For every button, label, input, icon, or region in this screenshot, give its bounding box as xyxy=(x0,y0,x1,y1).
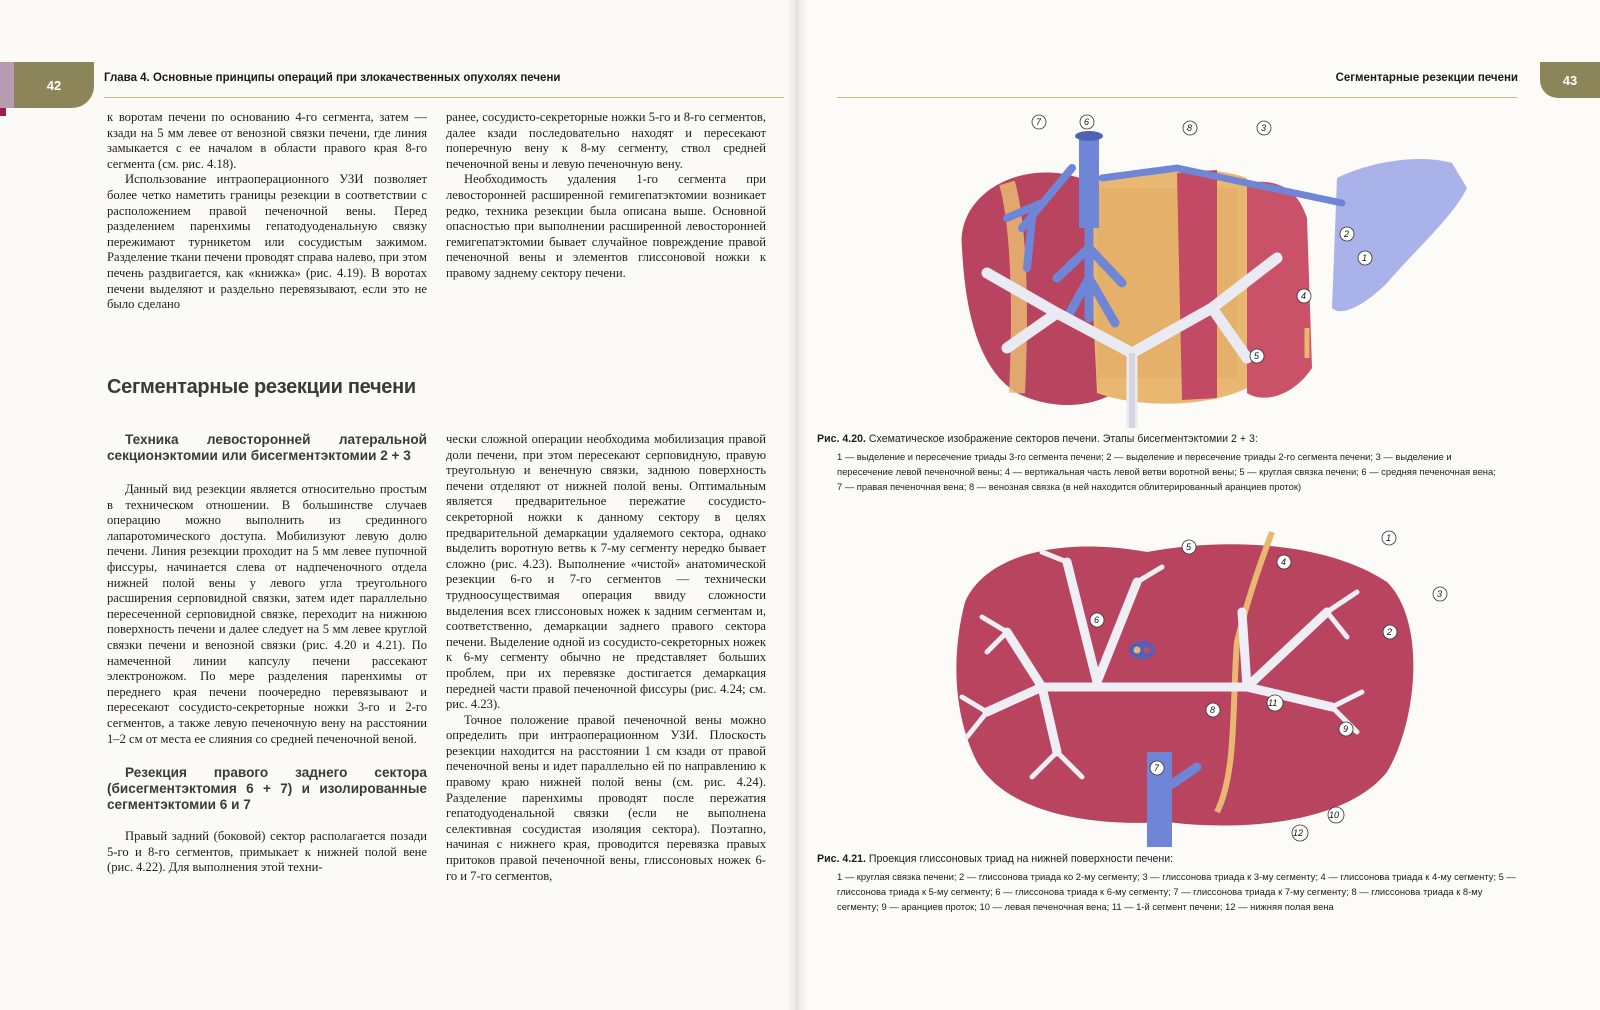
callout-label: 6 xyxy=(1094,615,1100,625)
callout-label: 4 xyxy=(1281,557,1287,567)
caption-label: Рис. 4.21. xyxy=(817,853,866,865)
callout-label: 1 xyxy=(1362,253,1368,263)
callout-label: 5 xyxy=(1254,351,1260,361)
callout-label: 8 xyxy=(1187,123,1193,133)
glisson-triads-illustration xyxy=(947,522,1517,847)
ivc-opening xyxy=(1075,131,1103,141)
header-rule xyxy=(837,97,1517,98)
paragraph: Правый задний (боковой) сектор располагается позади 5-го и 8-го сегментов, примыкает к нижней полой вене (рис. 4.22). Для выполнения этой техни- xyxy=(107,829,427,875)
callout-label: 12 xyxy=(1293,828,1304,838)
caption-heading: Проекция глиссоновых триад на нижней поверхности печени: xyxy=(868,853,1174,865)
caption-label: Рис. 4.20. xyxy=(817,433,866,445)
left-col1-bottom xyxy=(107,432,427,876)
figure-4-20-caption xyxy=(817,432,1497,494)
right-page-number-tab xyxy=(1540,62,1600,98)
paragraph: к воротам печени по основанию 4-го сегмента, затем — кзади на 5 мм левее от венозной связки печени, где линия замыкается с ее началом в области правого края 8-го сегмента (см. рис. 4.18). xyxy=(107,110,427,171)
right-running-head: Сегментарные резекции печени xyxy=(1335,72,1518,84)
callout-label: 2 xyxy=(1387,627,1393,637)
callout-label: 4 xyxy=(1301,291,1307,301)
callout-label: 8 xyxy=(1210,705,1216,715)
left-page-number: 42 xyxy=(46,77,62,93)
paragraph: Данный вид резекции является относительно простым в техническом отношении. В большинстве случаев операцию можно выполнить из срединного лапаротомического доступа. Мобилизуют левую долю печени. Линия резекции проходит на 5 мм левее пупочной фиссуры, начинается слева от надпеченочного отдела нижней полой вены у левого угла треугольного расширения серповидной связки, затем идет параллельно пересеченной серповидной связке, переходит на нижнюю поверхность печени и далее следует на 5 мм левее круглой связки печени и венозной связки (рис. 4.20 и 4.21). По намеченной линии капсулу печени рассекают электроножом. По мере разделения паренхимы от переднего края печени поочередно перевязывают и пересекают сосудисто-секреторные ножки 3-го и 2-го сегментов, а также левую печеночную вену на расстоянии 1–2 см от места ее слияния со средней печеночной веной. xyxy=(107,482,427,746)
paragraph: Точное положение правой печеночной вены можно определить при интраоперационном УЗИ. Плоскость резекции находится на расстоянии 1 см кзади от правой печеночной вены и идет параллельно ей по направлению к правому краю нижней полой вены (см. рис. 4.24). Разделение паренхимы проводят после пережатия гепатодуоденальной связки (если не выполнена селективная сосудистая изоляция сектора). Поэтапно, начиная с нижнего края, проводится перевязка правых притоков правой печеночной вены, глиссоновых ножек 6-го и 7-го сегментов, xyxy=(446,712,766,883)
callout-label: 7 xyxy=(1154,763,1160,773)
callout-label: 3 xyxy=(1437,589,1443,599)
hilum-duct xyxy=(1134,647,1141,654)
caption-title xyxy=(817,432,1497,446)
callout-label: 11 xyxy=(1268,698,1278,708)
callout-label: 3 xyxy=(1261,123,1267,133)
callout-label: 9 xyxy=(1343,724,1349,734)
callout-label: 5 xyxy=(1186,542,1192,552)
section-title: Сегментарные резекции печени xyxy=(107,376,416,398)
caption-legend: 1 — круглая связка печени; 2 — глиссонова триада ко 2-му сегменту; 3 — глиссонова триада к 3-му сегменту; 4 — глиссонова триада к 4-му сегменту; 5 — глиссонова триада к 5-му сегменту; 6 — глиссонова триада к 6-му сегменту; 7 — глиссонова триада к 7-му сегменту; 8 — глиссонова триада к 8-му сегменту; 9 — аранциев проток; 10 — левая печеночная вена; 11 — 1-й сегмент печени; 12 — нижняя полая вена xyxy=(837,871,1516,912)
callout-label: 10 xyxy=(1329,810,1340,820)
caption-legend: 1 — выделение и пересечение триады 3-го сегмента печени; 2 — выделение и пересечение триады 2-го сегмента печени; 3 — выделение и пересечение левой печеночной вены; 4 — вертикальная часть левой ветви воротной вены; 5 — круглая связка печени; 6 — средняя печеночная вена; 7 — правая печеночная вена; 8 — венозная связка (в ней находится облитерированный аранциев проток) xyxy=(837,451,1496,492)
callout-label: 2 xyxy=(1344,229,1350,239)
right-page-number: 43 xyxy=(1562,72,1578,88)
left-col1-top xyxy=(107,110,427,313)
paragraph: чески сложной операции необходима мобилизация правой доли печени, при этом пересекают серповидную, правую треугольную и венечную связки, заднюю поверхность печени отделяют от нижней полой вены. Оптимальным является предварительное пережатие сосудисто-секреторной ножки к данному сектору в целях предварительной демаркации удаляемого сектора, однако выделить воротную ветвь к 7-му сегменту нередко бывает сложно (рис. 4.23). Выполнение «чистой» анатомической резекции 6-го и 7-го сегментов — технически трудноосуществимая операция ввиду сложности выделения всех глиссоновых ножек к задним сегментам и, соответственно, демаркации заднего правого сектора печени. Выделение одной из сосудисто-секреторных ножек к 6-му сегменту обычно не представляет больших проблем, при их перевязке достигается демаркация передней части правой печеночной фиссуры (рис. 4.24; см. рис. 4.23). xyxy=(446,432,766,712)
left-page-number-tab xyxy=(14,62,94,108)
header-rule xyxy=(104,97,784,98)
callout-label: 7 xyxy=(1036,117,1042,127)
hilum-cross-section xyxy=(1129,641,1155,659)
left-running-head: Глава 4. Основные принципы операций при злокачественных опухолях печени xyxy=(104,72,561,84)
caption-title xyxy=(817,852,1517,866)
hilum-artery xyxy=(1144,647,1151,654)
right-page xyxy=(797,0,1600,1010)
figure-4-21-caption xyxy=(817,852,1517,914)
callout-label: 1 xyxy=(1386,533,1392,543)
paragraph: Использование интраоперационного УЗИ позволяет более четко наметить границы резекции в соответствии с расположением правой печеночной вены. Перед разделением паренхимы гепатодуоденальную связку пережимают турникетом или сосудистым зажимом. Разделение ткани печени проводят справа налево, при этом печень раздвигается, как «книжка» (рис. 4.19). В воротах печени выделяют и раздельно перевязывают, если это не было сделано xyxy=(107,172,427,312)
callout-label: 6 xyxy=(1084,117,1090,127)
paragraph: Необходимость удаления 1-го сегмента при левосторонней расширенной гемигепатэктомии возникает редко, техника резекции была описана выше. Основной опасностью при выполнении расширенной левосторонней гемигепатэктомии бывает случайное повреждение правой печеночной вены и элементов глиссоновой ножки к правому заднему сектору печени. xyxy=(446,172,766,280)
book-gutter xyxy=(786,0,808,1010)
segment-band xyxy=(1177,170,1217,400)
left-page xyxy=(0,0,797,1010)
caption-heading: Схематическое изображение секторов печени. Этапы бисегментэктомии 2 + 3: xyxy=(868,433,1258,445)
left-col2-top xyxy=(446,110,766,282)
paragraph: ранее, сосудисто-секреторные ножки 5-го и 8-го сегментов, далее кзади последовательно находят и пересекают поперечную вену к 8-му сегменту, ствол средней печеночной вены и левую печеночную вену. xyxy=(446,110,766,171)
left-col2-bottom xyxy=(446,432,766,884)
subsection-title-1: Техника левосторонней латеральной секционэктомии или бисегментэктомии 2 + 3 xyxy=(107,432,427,463)
subsection-title-2: Резекция правого заднего сектора (бисегментэктомия 6 + 7) и изолированные сегментэктомии 6 и 7 xyxy=(107,765,427,813)
liver-sectors-illustration xyxy=(947,108,1517,428)
